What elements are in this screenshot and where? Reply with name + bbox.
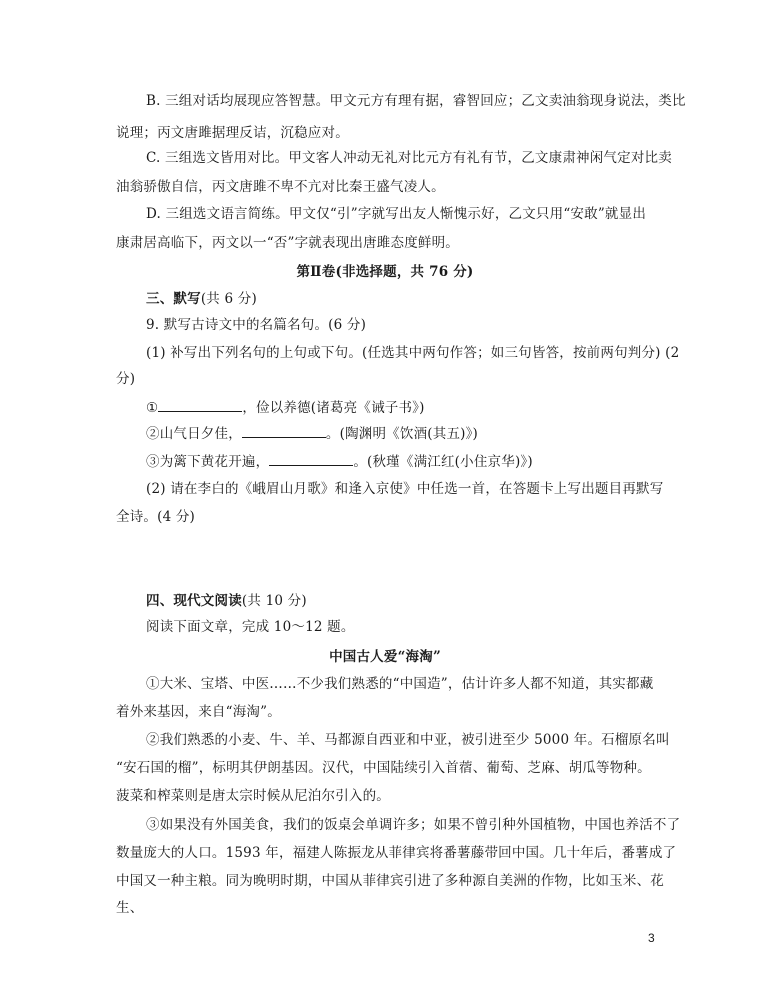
paragraph-3-line-1: ③如果没有外国美食，我们的饭桌会单调许多；如果不曾引种外国植物，中国也养活不了 [146,817,681,833]
fill-item-3-text: ③为篱下黄花开遍， [146,454,270,470]
fill-blank-2 [242,424,326,438]
fill-item-1-number: ① [146,400,159,416]
option-c-line-2: 油翁骄傲自信，丙文唐雎不卑不亢对比秦王盛气凌人。 [116,179,445,195]
paragraph-3-line-3: 中国又一种主粮。同为晚明时期，中国从菲律宾引进了多种源自美洲的作物，比如玉米、花 [116,873,664,889]
section-4-instruction: 阅读下面文章，完成 10～12 题。 [146,619,355,635]
paragraph-1-line-2: 着外来基因，来自“海淘”。 [116,704,281,720]
section-3-title: 三、默写 [146,291,201,307]
question-9: 9. 默写古诗文中的名篇名句。(6 分) [146,317,367,333]
section-3-score: (共 6 分) [200,291,257,307]
section-4-score: (共 10 分) [241,593,307,609]
fill-blank-3 [269,452,353,466]
question-9-1-line-1: (1) 补写出下列名句的上句或下句。(任选其中两句作答；如三句皆答，按前两句判分) (2 [146,345,680,361]
paragraph-2-line-2: “安石国的榴”，标明其伊朗基因。汉代，中国陆续引入首蓿、葡萄、芝麻、胡瓜等物种。 [116,760,651,776]
section-4-title: 四、现代文阅读 [146,593,242,609]
section-4-heading [146,592,307,610]
option-c-line-1: C. 三组选文皆用对比。甲文客人冲动无礼对比元方有礼有节，乙文康肃神闲气定对比卖 [146,150,672,166]
paragraph-2-line-1: ②我们熟悉的小麦、牛、羊、马都源自西亚和中亚，被引进至少 5000 年。石榴原名叫 [146,732,670,748]
option-d-line-2: 康肃居高临下，丙文以一“否”字就表现出唐雎态度鲜明。 [116,235,460,251]
article-title: 中国古人爱“海淘” [329,649,441,665]
fill-item-2-after: 。(陶渊明《饮酒(其五)》) [325,426,479,442]
fill-blank-1 [158,398,242,412]
option-b-line-2: 说理；丙文唐雎据理反诘，沉稳应对。 [116,125,349,141]
section-3-heading [146,290,257,308]
fill-item-3-after: 。(秋瑾《满江红(小住京华)》) [353,454,533,470]
fill-item-2 [146,424,478,443]
option-b-line-1: B. 三组对话均展现应答智慧。甲文元方有理有据，睿智回应；乙文卖油翁现身说法，类比 [146,93,686,109]
fill-item-1-text: ，俭以养德(诸葛亮《诫子书》) [242,400,425,416]
paragraph-2-line-3: 菠菜和榨菜则是唐太宗时候从尼泊尔引入的。 [116,788,390,804]
question-9-2-line-2: 全诗。(4 分) [116,509,196,525]
question-9-1-line-2: 分) [116,371,136,387]
volume-2-heading: 第Ⅱ卷(非选择题，共 76 分) [296,264,474,280]
option-d-line-1: D. 三组选文语言简练。甲文仅“引”字就写出友人惭愧示好，乙文只用“安敢”就显出 [146,206,647,222]
fill-item-2-text: ②山气日夕佳， [146,426,242,442]
paragraph-3-line-2: 数量庞大的人口。1593 年，福建人陈振龙从菲律宾将番薯藤带回中国。几十年后，番薯成了 [116,845,677,861]
page-number: 3 [648,931,655,945]
fill-item-1 [146,398,425,417]
paragraph-1-line-1: ①大米、宝塔、中医……不少我们熟悉的“中国造”，估计许多人都不知道，其实都藏 [146,676,654,692]
fill-item-3 [146,452,533,471]
question-9-2-line-1: (2) 请在李白的《峨眉山月歌》和逢入京使》中任选一首，在答题卡上写出题目再默写 [146,481,664,497]
paragraph-3-line-4: 生、 [116,900,144,916]
